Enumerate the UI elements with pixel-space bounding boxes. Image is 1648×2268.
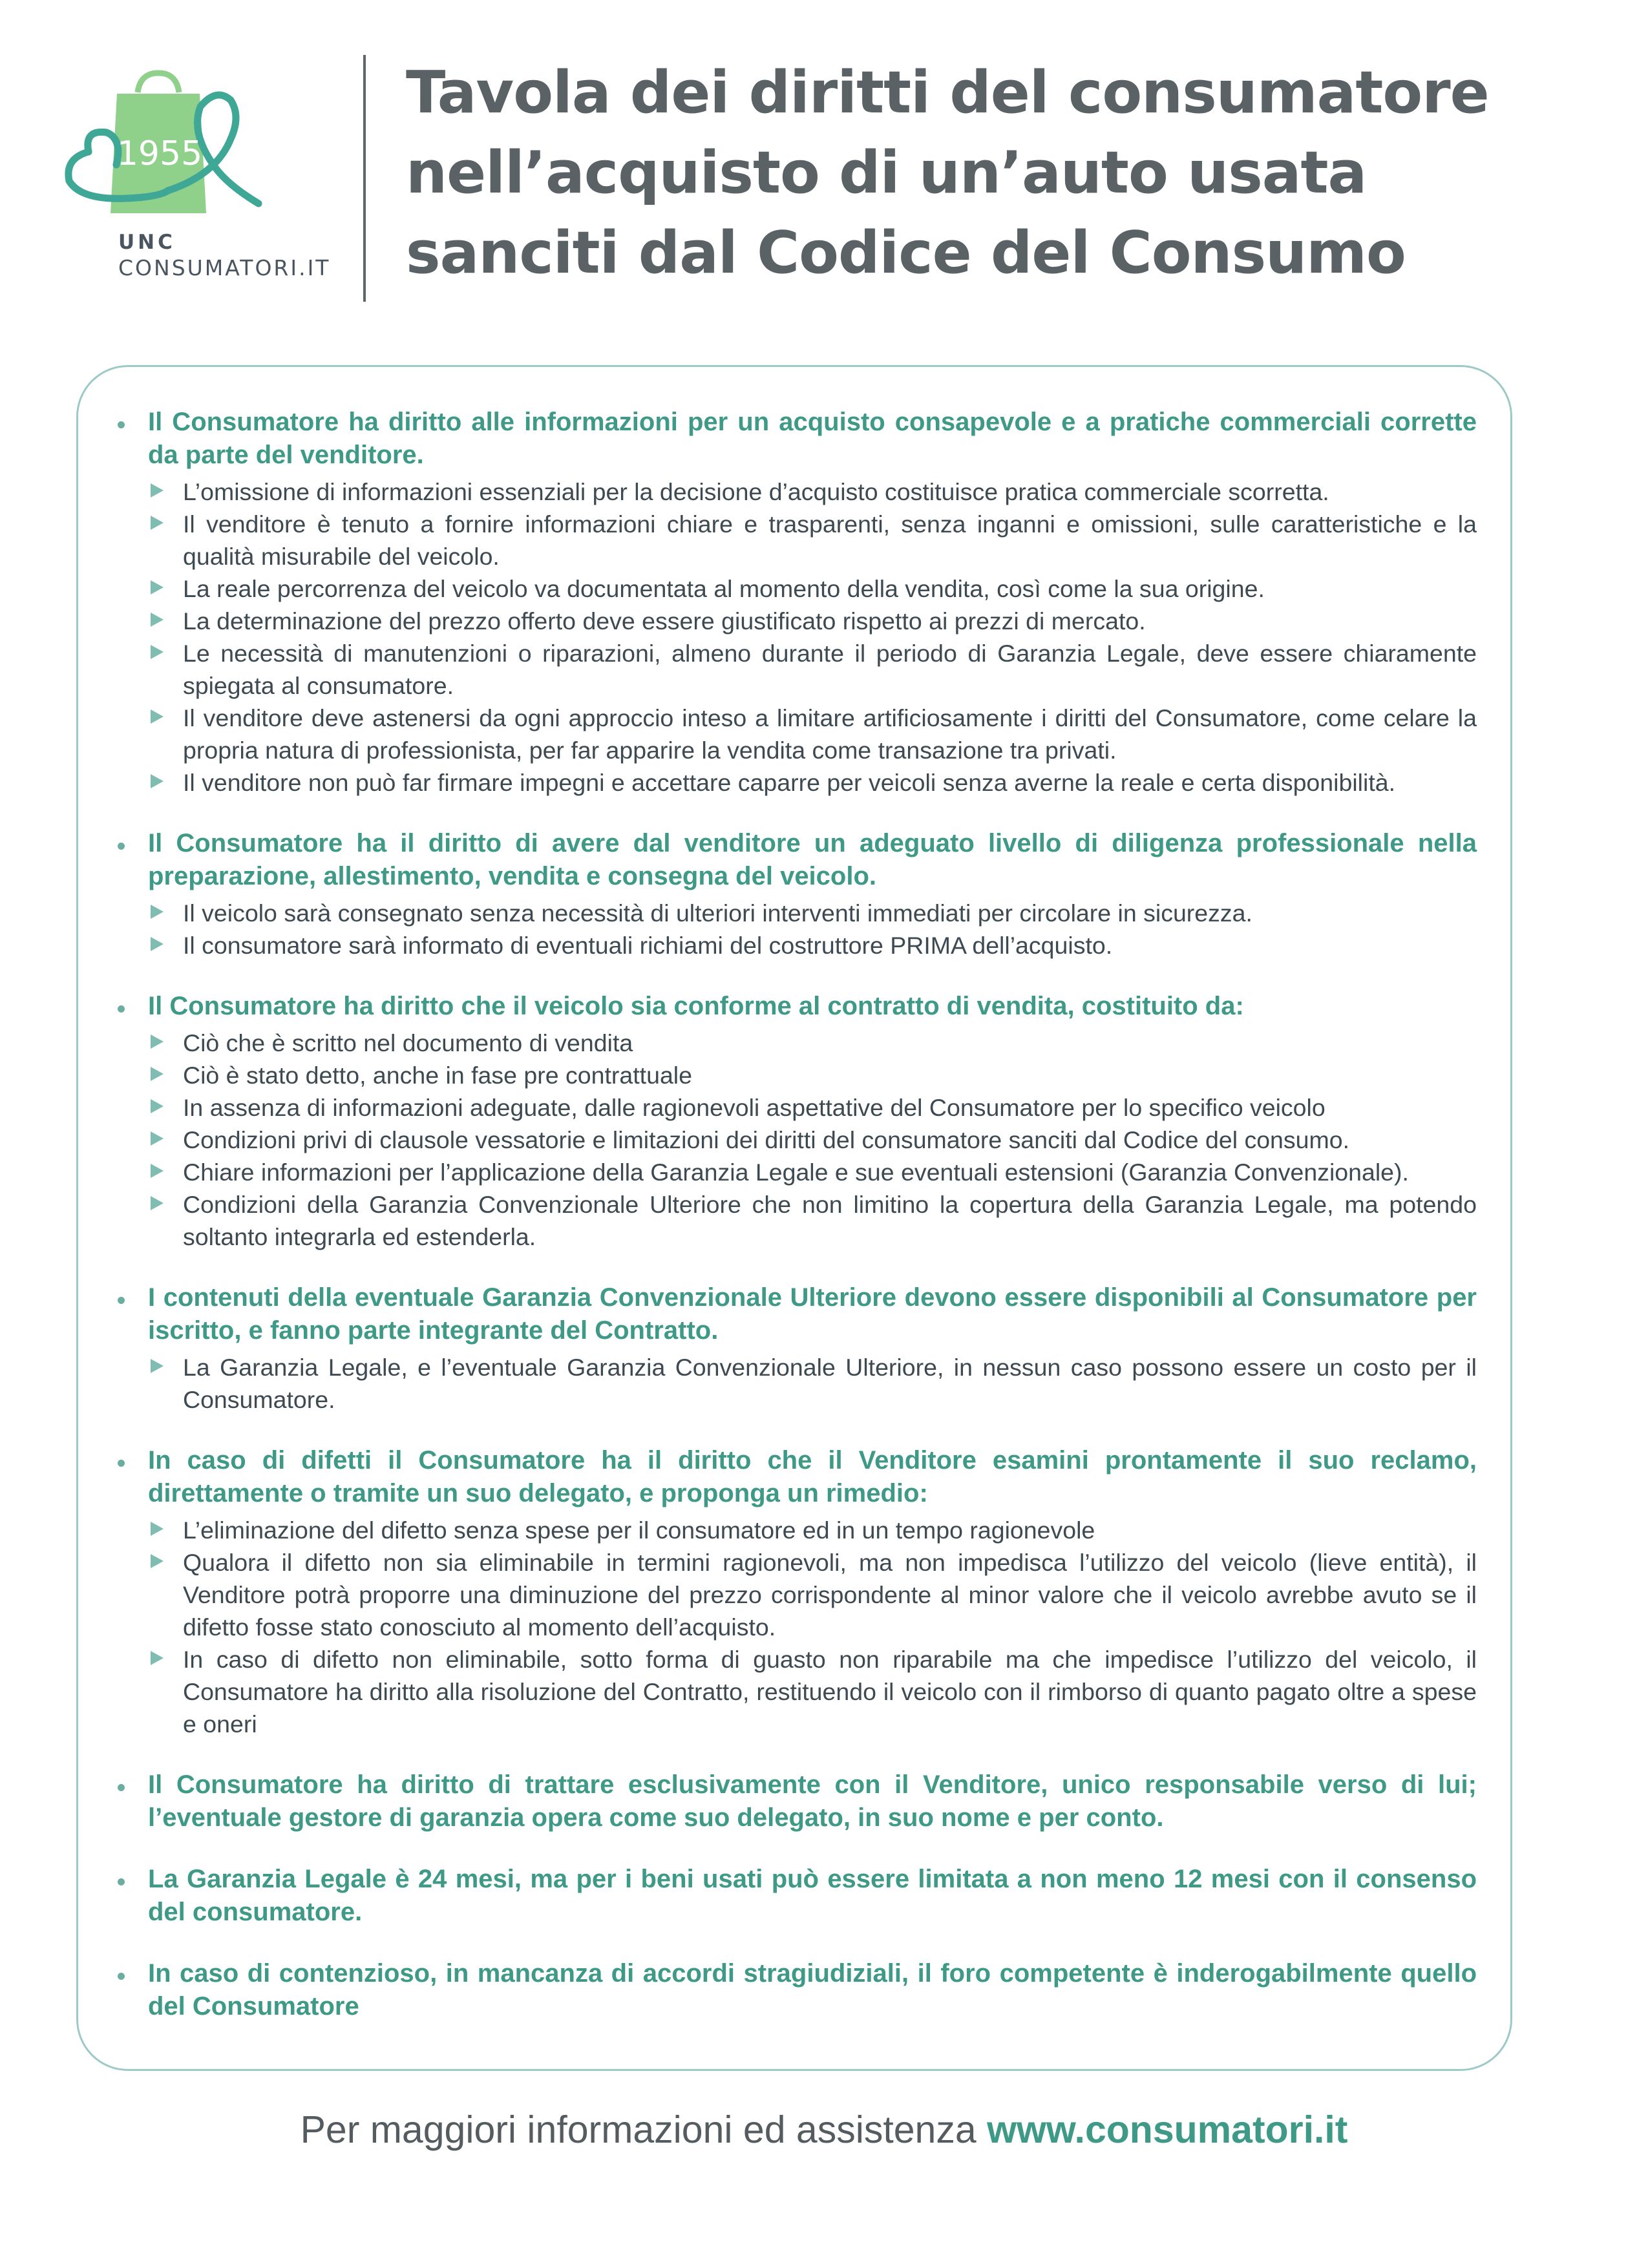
bullet-dot-icon <box>118 1878 125 1885</box>
triangle-bullet-icon <box>151 1099 164 1113</box>
list-item-text: In assenza di informazioni adeguate, dalle ragionevoli aspettative del Consumatore per lo specifico veicolo <box>183 1094 1326 1121</box>
section-heading-text: I contenuti della eventuale Garanzia Convenzionale Ulteriore devono essere disponibili al Consumatore per iscritto, e fanno parte integrante del Contratto. <box>148 1283 1477 1345</box>
list-item-text: Le necessità di manutenzioni o riparazioni, almeno durante il periodo di Garanzia Legale, deve essere chiaramente spiegata al consumatore. <box>183 640 1477 699</box>
bullet-dot-icon <box>118 1973 125 1980</box>
rights-section <box>113 990 1477 1253</box>
list-item <box>113 1091 1477 1124</box>
list-item-text: Il venditore non può far firmare impegni e accettare caparre per veicoli senza averne la reale e certa disponibilità. <box>183 769 1396 796</box>
list-item <box>113 1124 1477 1156</box>
list-item <box>113 1351 1477 1416</box>
unc-logo <box>61 61 331 294</box>
title-line: sanciti dal Codice del Consumo <box>406 219 1406 287</box>
list-item <box>113 1027 1477 1059</box>
section-items <box>113 1351 1477 1416</box>
rights-section <box>113 827 1477 961</box>
bullet-dot-icon <box>118 843 125 850</box>
list-item-text: Il consumatore sarà informato di eventuali richiami del costruttore PRIMA dell’acquisto. <box>183 932 1113 959</box>
list-item <box>113 476 1477 508</box>
list-item <box>113 1643 1477 1740</box>
triangle-bullet-icon <box>151 483 164 498</box>
triangle-bullet-icon <box>151 937 164 951</box>
list-item-text: La Garanzia Legale, e l’eventuale Garanzia Convenzionale Ulteriore, in nessun caso possono essere un costo per il Consumatore. <box>183 1354 1477 1413</box>
section-items <box>113 1514 1477 1740</box>
bullet-dot-icon <box>118 1005 125 1013</box>
list-item-text: L’eliminazione del difetto senza spese per il consumatore ed in un tempo ragionevole <box>183 1517 1095 1544</box>
rights-section <box>113 406 1477 799</box>
list-item-text: Condizioni privi di clausole vessatorie e limitazioni dei diritti del consumatore sanciti dal Codice del consumo. <box>183 1126 1350 1153</box>
triangle-bullet-icon <box>151 1554 164 1568</box>
section-heading-text: La Garanzia Legale è 24 mesi, ma per i beni usati può essere limitata a non meno 12 mesi con il consenso del consumatore. <box>148 1865 1477 1926</box>
bullet-dot-icon <box>118 1297 125 1304</box>
section-heading-text: In caso di contenzioso, in mancanza di accordi stragiudiziali, il foro competente è inderogabilmente quello del Consumatore <box>148 1959 1477 2021</box>
section-heading <box>113 1769 1477 1834</box>
header <box>0 0 1648 336</box>
section-heading-text: Il Consumatore ha diritto di trattare esclusivamente con il Venditore, unico responsabile verso di lui; l’eventuale gestore di garanzia opera come suo delegato, in suo nome e per conto. <box>148 1770 1477 1832</box>
bullet-dot-icon <box>118 421 125 428</box>
section-heading <box>113 1863 1477 1929</box>
list-item <box>113 508 1477 572</box>
bullet-dot-icon <box>118 1460 125 1467</box>
triangle-bullet-icon <box>151 580 164 594</box>
section-heading-text: Il Consumatore ha diritto alle informazioni per un acquisto consapevole e a pratiche commerciali corrette da parte del venditore. <box>148 408 1477 469</box>
list-item <box>113 1188 1477 1253</box>
section-heading <box>113 406 1477 472</box>
section-heading <box>113 827 1477 893</box>
triangle-bullet-icon <box>151 1196 164 1210</box>
rights-list <box>113 406 1477 2052</box>
section-items <box>113 476 1477 799</box>
rights-section <box>113 1957 1477 2023</box>
triangle-bullet-icon <box>151 709 164 724</box>
triangle-bullet-icon <box>151 1034 164 1049</box>
footer <box>0 2108 1648 2152</box>
logo-site: CONSUMATORI.IT <box>118 255 331 280</box>
list-item <box>113 702 1477 766</box>
bullet-dot-icon <box>118 1784 125 1791</box>
logo-org: UNC <box>118 231 176 254</box>
section-heading <box>113 1281 1477 1347</box>
list-item-text: Il venditore è tenuto a fornire informazioni chiare e trasparenti, senza inganni e omissioni, sulle caratteristiche e la qualità misurabile del veicolo. <box>183 510 1477 570</box>
section-heading-text: Il Consumatore ha il diritto di avere dal venditore un adeguato livello di diligenza professionale nella preparazione, allestimento, vendita e consegna del veicolo. <box>148 829 1477 890</box>
logo-year: 1955 <box>116 134 203 173</box>
title-line: Tavola dei diritti del consumatore <box>406 59 1489 127</box>
triangle-bullet-icon <box>151 645 164 659</box>
section-heading <box>113 1444 1477 1510</box>
shopping-bag-ribbon-icon <box>61 61 275 223</box>
section-heading-text: Il Consumatore ha diritto che il veicolo sia conforme al contratto di vendita, costituito da: <box>148 992 1244 1020</box>
page-title <box>406 53 1601 293</box>
list-item-text: L’omissione di informazioni essenziali per la decisione d’acquisto costituisce pratica commerciale scorretta. <box>183 478 1329 505</box>
list-item-text: In caso di difetto non eliminabile, sotto forma di guasto non riparabile ma che impedisce l’utilizzo del veicolo, il Consumatore ha diritto alla risoluzione del Contratto, restituendo il veicolo con il rimborso di quanto pagato oltre a spese e oneri <box>183 1646 1477 1738</box>
triangle-bullet-icon <box>151 1359 164 1373</box>
section-items <box>113 897 1477 961</box>
list-item <box>113 637 1477 702</box>
list-item <box>113 572 1477 605</box>
title-line: nell’acquisto di un’auto usata <box>406 139 1367 207</box>
triangle-bullet-icon <box>151 1131 164 1146</box>
list-item-text: Qualora il difetto non sia eliminabile in termini ragionevoli, ma non impedisca l’utilizzo del veicolo (lieve entità), il Venditore potrà proporre una diminuzione del prezzo corrispondente al minor valore che il veicolo avrebbe avuto se il difetto fosse stato conosciuto al momento dell’acquisto. <box>183 1549 1477 1641</box>
list-item-text: Ciò che è scritto nel documento di vendita <box>183 1029 633 1056</box>
rights-section <box>113 1444 1477 1740</box>
triangle-bullet-icon <box>151 1651 164 1665</box>
header-divider <box>363 55 366 302</box>
triangle-bullet-icon <box>151 905 164 919</box>
list-item <box>113 766 1477 799</box>
triangle-bullet-icon <box>151 516 164 530</box>
list-item <box>113 1059 1477 1091</box>
list-item <box>113 1156 1477 1188</box>
triangle-bullet-icon <box>151 1164 164 1178</box>
list-item-text: La determinazione del prezzo offerto deve essere giustificato rispetto ai prezzi di mercato. <box>183 607 1146 635</box>
list-item <box>113 929 1477 961</box>
rights-section <box>113 1863 1477 1929</box>
triangle-bullet-icon <box>151 613 164 627</box>
footer-link[interactable]: www.consumatori.it <box>987 2108 1348 2151</box>
section-heading-text: In caso di difetti il Consumatore ha il diritto che il Venditore esamini prontamente il suo reclamo, direttamente o tramite un suo delegato, e proponga un rimedio: <box>148 1446 1477 1507</box>
list-item <box>113 1546 1477 1643</box>
rights-section <box>113 1281 1477 1416</box>
list-item <box>113 605 1477 637</box>
list-item-text: Il veicolo sarà consegnato senza necessità di ulteriori interventi immediati per circolare in sicurezza. <box>183 899 1252 927</box>
list-item-text: Ciò è stato detto, anche in fase pre contrattuale <box>183 1062 692 1089</box>
footer-text: Per maggiori informazioni ed assistenza <box>300 2108 988 2151</box>
triangle-bullet-icon <box>151 1522 164 1536</box>
list-item-text: Il venditore deve astenersi da ogni approccio inteso a limitare artificiosamente i diritti del Consumatore, come celare la propria natura di professionista, per far apparire la vendita come transazione tra privati. <box>183 704 1477 764</box>
list-item <box>113 1514 1477 1546</box>
section-heading <box>113 1957 1477 2023</box>
list-item-text: La reale percorrenza del veicolo va documentata al momento della vendita, così come la sua origine. <box>183 575 1265 602</box>
triangle-bullet-icon <box>151 774 164 788</box>
triangle-bullet-icon <box>151 1067 164 1081</box>
list-item-text: Chiare informazioni per l’applicazione della Garanzia Legale e sue eventuali estensioni (Garanzia Convenzionale). <box>183 1159 1409 1186</box>
list-item-text: Condizioni della Garanzia Convenzionale Ulteriore che non limitino la copertura della Garanzia Legale, ma potendo soltanto integrarla ed estenderla. <box>183 1191 1477 1250</box>
section-heading <box>113 990 1477 1023</box>
list-item <box>113 897 1477 929</box>
section-items <box>113 1027 1477 1253</box>
rights-section <box>113 1769 1477 1834</box>
